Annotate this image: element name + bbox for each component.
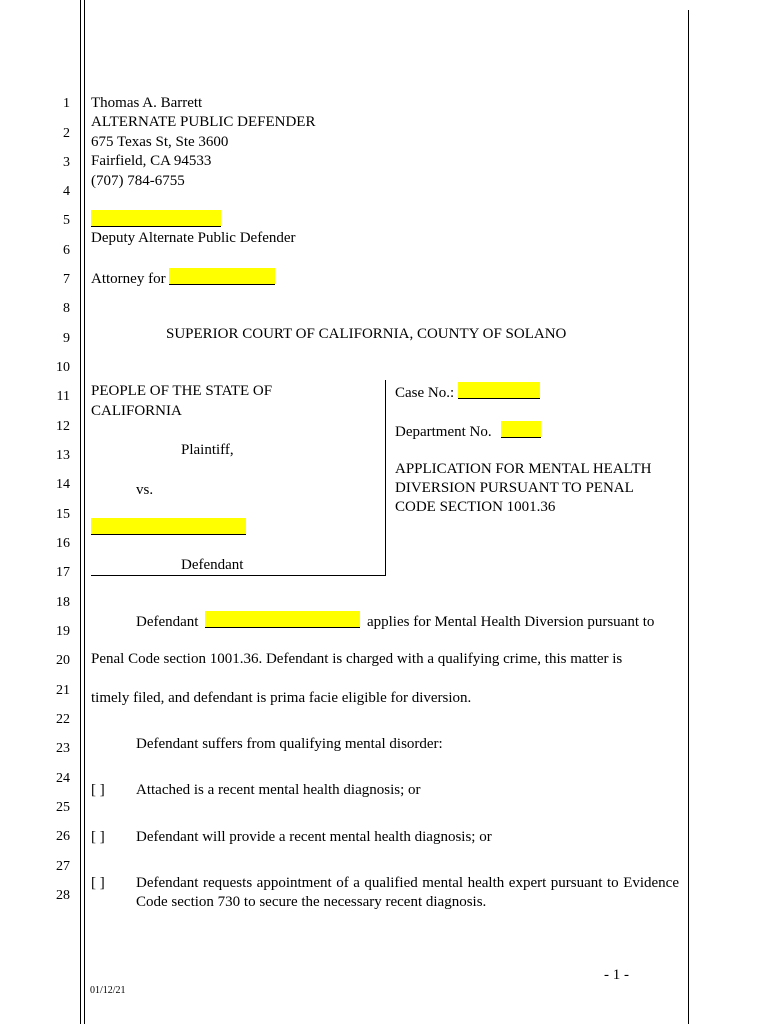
- line-number: 5: [63, 213, 70, 228]
- option-1-checkbox[interactable]: [ ]: [91, 782, 105, 798]
- line-number: 21: [56, 683, 70, 698]
- right-margin-rule: [688, 10, 689, 1024]
- line-number: 10: [56, 360, 70, 375]
- applicant-name-field[interactable]: [205, 611, 360, 628]
- line-number: 16: [56, 536, 70, 551]
- paragraph-1-line3: timely filed, and defendant is prima facie eligible for diversion.: [91, 690, 472, 706]
- line-number: 8: [63, 301, 70, 316]
- line-number: 19: [56, 624, 70, 639]
- department-field[interactable]: [501, 421, 541, 438]
- paragraph-1-line2: Penal Code section 1001.36. Defendant is charged with a qualifying crime, this matter is: [91, 651, 623, 667]
- deputy-title: Deputy Alternate Public Defender: [91, 230, 296, 246]
- option-3-text: Defendant requests appointment of a qualified mental health expert pursuant to Evidence Code section 730 to secure the necessary recent diagnosis.: [136, 875, 679, 910]
- line-number: 26: [56, 829, 70, 844]
- revision-date: 01/12/21: [90, 985, 126, 996]
- case-number-label: Case No.:: [395, 385, 455, 401]
- deputy-name-field[interactable]: [91, 210, 221, 227]
- document-title-line1: APPLICATION FOR MENTAL HEALTH: [395, 461, 652, 477]
- line-number: 4: [63, 184, 70, 199]
- left-margin-rule-outer: [80, 0, 81, 1024]
- document-title-line2: DIVERSION PURSUANT TO PENAL: [395, 480, 634, 496]
- caption-divider: [385, 380, 386, 576]
- line-number: 28: [56, 888, 70, 903]
- line-number: 15: [56, 507, 70, 522]
- attorney-name: Thomas A. Barrett: [91, 95, 203, 111]
- plaintiff-name-line1: PEOPLE OF THE STATE OF: [91, 383, 273, 399]
- line-number: 6: [63, 243, 70, 258]
- department-label: Department No.: [395, 424, 492, 440]
- line-number: 27: [56, 859, 70, 874]
- office-city: Fairfield, CA 94533: [91, 153, 212, 169]
- line-number: 24: [56, 771, 70, 786]
- line-number: 3: [63, 155, 70, 170]
- department-line: [395, 421, 541, 442]
- defendant-label: Defendant: [181, 557, 244, 573]
- attorney-for-field[interactable]: [169, 268, 275, 285]
- line-number: 2: [63, 126, 70, 141]
- line-number: 7: [63, 272, 70, 287]
- caption-bottom-rule: [91, 575, 385, 576]
- line-number: 17: [56, 565, 70, 580]
- line-number: 12: [56, 419, 70, 434]
- document-title-line3: CODE SECTION 1001.36: [395, 499, 556, 515]
- paragraph-1-end: applies for Mental Health Diversion pursuant to: [366, 614, 655, 630]
- paragraph-2: Defendant suffers from qualifying mental disorder:: [136, 736, 443, 752]
- case-number-line: [395, 382, 540, 403]
- line-number: 14: [56, 477, 70, 492]
- office-name: ALTERNATE PUBLIC DEFENDER: [91, 114, 316, 130]
- line-number: 1: [63, 96, 70, 111]
- paragraph-1-line1: [136, 611, 654, 632]
- office-phone: (707) 784-6755: [91, 173, 185, 189]
- option-1-text: Attached is a recent mental health diagnosis; or: [136, 782, 421, 798]
- paragraph-1-start: Defendant: [136, 614, 199, 630]
- line-number: 23: [56, 741, 70, 756]
- option-2-checkbox[interactable]: [ ]: [91, 829, 105, 845]
- attorney-for-line: [91, 268, 275, 289]
- line-number: 13: [56, 448, 70, 463]
- versus-label: vs.: [136, 482, 154, 498]
- option-3-checkbox[interactable]: [ ]: [91, 875, 105, 891]
- plaintiff-name-line2: CALIFORNIA: [91, 403, 182, 419]
- left-margin-rule-inner: [84, 0, 85, 1024]
- option-2-text: Defendant will provide a recent mental health diagnosis; or: [136, 829, 492, 845]
- plaintiff-label: Plaintiff,: [181, 442, 234, 458]
- line-number: 22: [56, 712, 70, 727]
- line-number: 9: [63, 331, 70, 346]
- court-title: SUPERIOR COURT OF CALIFORNIA, COUNTY OF SOLANO: [166, 326, 567, 342]
- case-number-field[interactable]: [458, 382, 540, 399]
- line-number: 20: [56, 653, 70, 668]
- line-number: 25: [56, 800, 70, 815]
- line-number: 11: [56, 389, 70, 404]
- defendant-name-field[interactable]: [91, 518, 246, 535]
- office-street: 675 Texas St, Ste 3600: [91, 134, 229, 150]
- page-number: - 1 -: [604, 967, 629, 983]
- line-number: 18: [56, 595, 70, 610]
- attorney-for-label: Attorney for: [91, 271, 166, 287]
